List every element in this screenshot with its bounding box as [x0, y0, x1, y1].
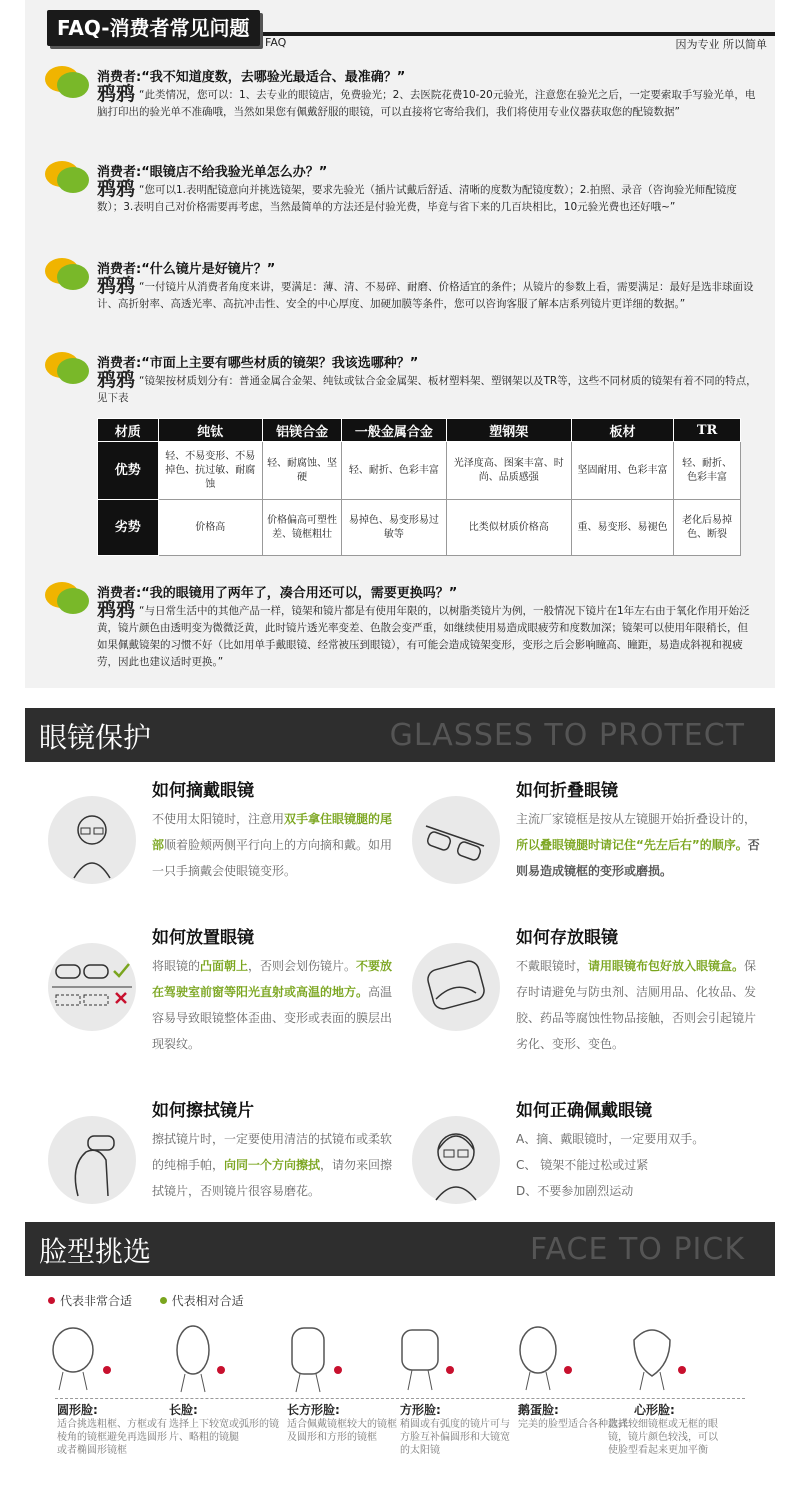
- table-header: TR: [674, 419, 741, 442]
- face-type-long: 长脸: 选择上下较宽或弧形的镜片、略粗的镜腿: [169, 1403, 279, 1443]
- green-dot-icon: [160, 1297, 167, 1304]
- face-banner: [25, 1222, 775, 1276]
- protect-title: 眼镜保护: [39, 721, 152, 754]
- tip-text: 不戴眼镜时，请用眼镜布包好放入眼镜盒。保存时请避免与防虫剂、洁厕用品、化妆品、发胶、药品等腐蚀性物品接触，否则会引起镜片劣化、变形、变色。: [516, 959, 757, 1051]
- woman-glasses-icon: [412, 1116, 500, 1204]
- table-cell: 轻、不易变形、不易掉色、抗过敏、耐腐蚀: [158, 442, 262, 500]
- table-cell: 易掉色、易变形易过敏等: [342, 500, 446, 556]
- table-row: [98, 442, 741, 500]
- face-type-heart: 心形脸: 选择较细镜框或无框的眼镜，镜片颜色较浅，可以使脸型看起来更加平衡: [608, 1403, 718, 1456]
- red-dot-icon: [103, 1366, 111, 1374]
- chat-bubbles-icon: [45, 161, 91, 195]
- red-dot-icon: [48, 1297, 55, 1304]
- tip-title: 如何折叠眼镜: [516, 781, 618, 801]
- face-long-illustration: [165, 1320, 275, 1400]
- table-cell: 重、易变形、易褪色: [571, 500, 673, 556]
- table-cell: 光泽度高、图案丰富、时尚、品质感强: [446, 442, 571, 500]
- red-dot-icon: [564, 1366, 572, 1374]
- table-row: [98, 500, 741, 556]
- table-cell: 价格高: [158, 500, 262, 556]
- red-dot-icon: [678, 1366, 686, 1374]
- table-cell: 坚固耐用、色彩丰富: [571, 442, 673, 500]
- faq-question: 消费者:“我不知道度数，去哪验光最适合、最准确？”: [97, 70, 406, 85]
- tip-text: 擦拭镜片时，一定要使用清洁的拭镜布或柔软的纯棉手帕，向同一个方向擦拭，请勿来回擦拭镜片，否则镜片很容易磨花。: [152, 1132, 393, 1198]
- chat-bubbles-icon: [45, 258, 91, 292]
- protect-title-en: GLASSES TO PROTECT: [389, 718, 745, 753]
- face-heart-illustration: [624, 1320, 734, 1400]
- face-title: 脸型挑选: [39, 1235, 152, 1268]
- faq-question: 消费者:“市面上主要有哪些材质的镜架？我该选哪种？”: [97, 356, 419, 371]
- table-header: 塑钢架: [446, 419, 571, 442]
- face-type-square: 方形脸: 稍圆或有弧度的镜片可与方脸互补偏圆形和大镜宽的太阳镜: [400, 1403, 510, 1456]
- face-type-oval: 鹅蛋脸: 完美的脸型适合各种款式: [518, 1403, 628, 1430]
- table-header: 一般金属合金: [342, 419, 446, 442]
- frame-material-table: [97, 418, 741, 556]
- tip-text: 不使用太阳镜时，注意用双手拿住眼镜腿的尾部顺着脸颊两侧平行向上的方向摘和戴。如用一只手摘戴会使眼镜变形。: [152, 812, 393, 878]
- faq-answer: 鸦鸦 “镜架按材质划分有：普通金属合金架、纯钛或钛合金金属架、板材塑料架、塑钢架以及TR等，这些不同材质的镜架有着不同的特点，见下表: [97, 369, 757, 404]
- glasses-case-icon: [412, 943, 500, 1031]
- cleaning-hand-icon: [48, 1116, 136, 1204]
- chat-bubbles-icon: [45, 66, 91, 100]
- face-divider: [55, 1398, 745, 1399]
- red-dot-icon: [334, 1366, 342, 1374]
- table-header-row: [98, 419, 741, 442]
- table-cell: 价格偏高可塑性差、镜框粗壮: [262, 500, 341, 556]
- tip-title: 如何正确佩戴眼镜: [516, 1101, 652, 1121]
- tip-title: 如何放置眼镜: [152, 928, 254, 948]
- face-type-rectangle: 长方形脸: 适合佩戴镜框较大的镜框及圆形和方形的镜框: [287, 1403, 397, 1443]
- answer-prefix: 鸦鸦: [97, 599, 136, 621]
- answer-prefix: 鸦鸦: [97, 369, 136, 391]
- table-cell: 老化后易掉色、断裂: [674, 500, 741, 556]
- face-round-illustration: [45, 1320, 155, 1400]
- table-cell: 轻、耐折、色彩丰富: [342, 442, 446, 500]
- chat-bubbles-icon: [45, 352, 91, 386]
- table-cell: 轻、耐折、色彩丰富: [674, 442, 741, 500]
- faq-answer: 鸦鸦 “您可以1.表明配镜意向并挑选镜架，要求先验光（插片试戴后舒适、清晰的度数为配镜度数）；2.拍照、录音（咨询验光师配镜度数）；3.表明自己对价格需要再考虑，当然最简单的方法还是付验光费，毕竟与省下来的几百块相比，10元验光费也还好哦~”: [97, 178, 737, 213]
- protect-banner: [25, 708, 775, 762]
- faq-header: [25, 10, 775, 51]
- face-legend: 代表非常合适 代表相对合适: [48, 1292, 244, 1309]
- faq-tag: FAQ: [265, 36, 287, 49]
- red-dot-icon: [217, 1366, 225, 1374]
- faq-answer: 鸦鸦 “一付镜片从消费者角度来讲，要满足：薄、清、不易碎、耐磨、价格适宜的条件；从镜片的参数上看，需要满足：最好是选非球面设计、高折射率、高透光率、高抗冲击性、安全的中心厚度、加硬加膜等条件，您可以咨询客服了解本店系列镜片更详细的数据。”: [97, 275, 754, 310]
- place-glasses-icon: [48, 943, 136, 1031]
- table-header: 板材: [571, 419, 673, 442]
- faq-slogan: 因为专业 所以简单: [675, 38, 767, 51]
- faq-answer: 鸦鸦 “与日常生活中的其他产品一样，镜架和镜片都是有使用年限的，以树脂类镜片为例，一般情况下镜片在1年左右由于氧化作用开始泛黄，镜片颜色由透明变为微微泛黄，此时镜片透光率变差、色散会变严重，如继续使用易造成眼疲劳和度数加深；镜架可以使用年限稍长，但如果佩戴镜架的习惯不好（比如用单手戴眼镜、经常被压到眼镜），有可能会造成镜架变形，变形之后会影响瞳高、瞳距，易造成斜视和视疲劳，因此也建议适时更换。”: [97, 599, 750, 668]
- tip-title: 如何擦拭镜片: [152, 1101, 254, 1121]
- answer-prefix: 鸦鸦: [97, 83, 136, 105]
- red-dot-icon: [446, 1366, 454, 1374]
- tip-text: 将眼镜的凸面朝上，否则会划伤镜片。不要放在驾驶室前窗等阳光直射或高温的地方。高温容易导致眼镜整体歪曲、变形或表面的膜层出现裂纹。: [152, 959, 393, 1051]
- tip-title: 如何摘戴眼镜: [152, 781, 254, 801]
- faq-question: 消费者:“我的眼镜用了两年了，凑合用还可以，需要更换吗？”: [97, 586, 458, 601]
- tip-text: 主流厂家镜框是按从左镜腿开始折叠设计的，所以叠眼镜腿时请记住“先左后右”的顺序。否则易造成镜框的变形或磨损。: [516, 812, 760, 878]
- table-header: 纯钛: [158, 419, 262, 442]
- table-row-label: 优势: [98, 442, 159, 500]
- faq-answer: 鸦鸦 “此类情况，您可以：1、去专业的眼镜店，免费验光；2、去医院花费10-20元验光，注意您在验光之后，一定要索取手写验光单，电脑打印出的验光单不准确哦，当然如果您有佩戴舒服的眼镜，可以直接将它寄给我们，我们将使用专业仪器获取您的配镜数据”: [97, 83, 756, 118]
- folded-glasses-icon: [412, 796, 500, 884]
- table-header: 材质: [98, 419, 159, 442]
- table-header: 铝镁合金: [262, 419, 341, 442]
- face-type-round: 圆形脸: 适合挑选粗框、方框或有棱角的镜框避免再选圆形或者椭圆形镜框: [57, 1403, 167, 1456]
- hand-glasses-icon: [48, 796, 136, 884]
- face-square-illustration: [392, 1320, 502, 1400]
- faq-question: 消费者:“眼镜店不给我验光单怎么办？”: [97, 165, 328, 180]
- tip-title: 如何存放眼镜: [516, 928, 618, 948]
- answer-prefix: 鸦鸦: [97, 275, 136, 297]
- faq-title: FAQ-消费者常见问题: [47, 10, 260, 46]
- table-cell: 比类似材质价格高: [446, 500, 571, 556]
- answer-prefix: 鸦鸦: [97, 178, 136, 200]
- table-row-label: 劣势: [98, 500, 159, 556]
- face-rectangle-illustration: [280, 1320, 390, 1400]
- chat-bubbles-icon: [45, 582, 91, 616]
- tip-text: A、摘、戴眼镜时，一定要用双手。 C、 镜架不能过松或过紧 D、不要参加剧烈运动: [516, 1132, 705, 1198]
- face-title-en: FACE TO PICK: [530, 1232, 745, 1267]
- table-cell: 轻、耐腐蚀、坚硬: [262, 442, 341, 500]
- face-oval-illustration: [510, 1320, 620, 1400]
- faq-question: 消费者:“什么镜片是好镜片？”: [97, 262, 276, 277]
